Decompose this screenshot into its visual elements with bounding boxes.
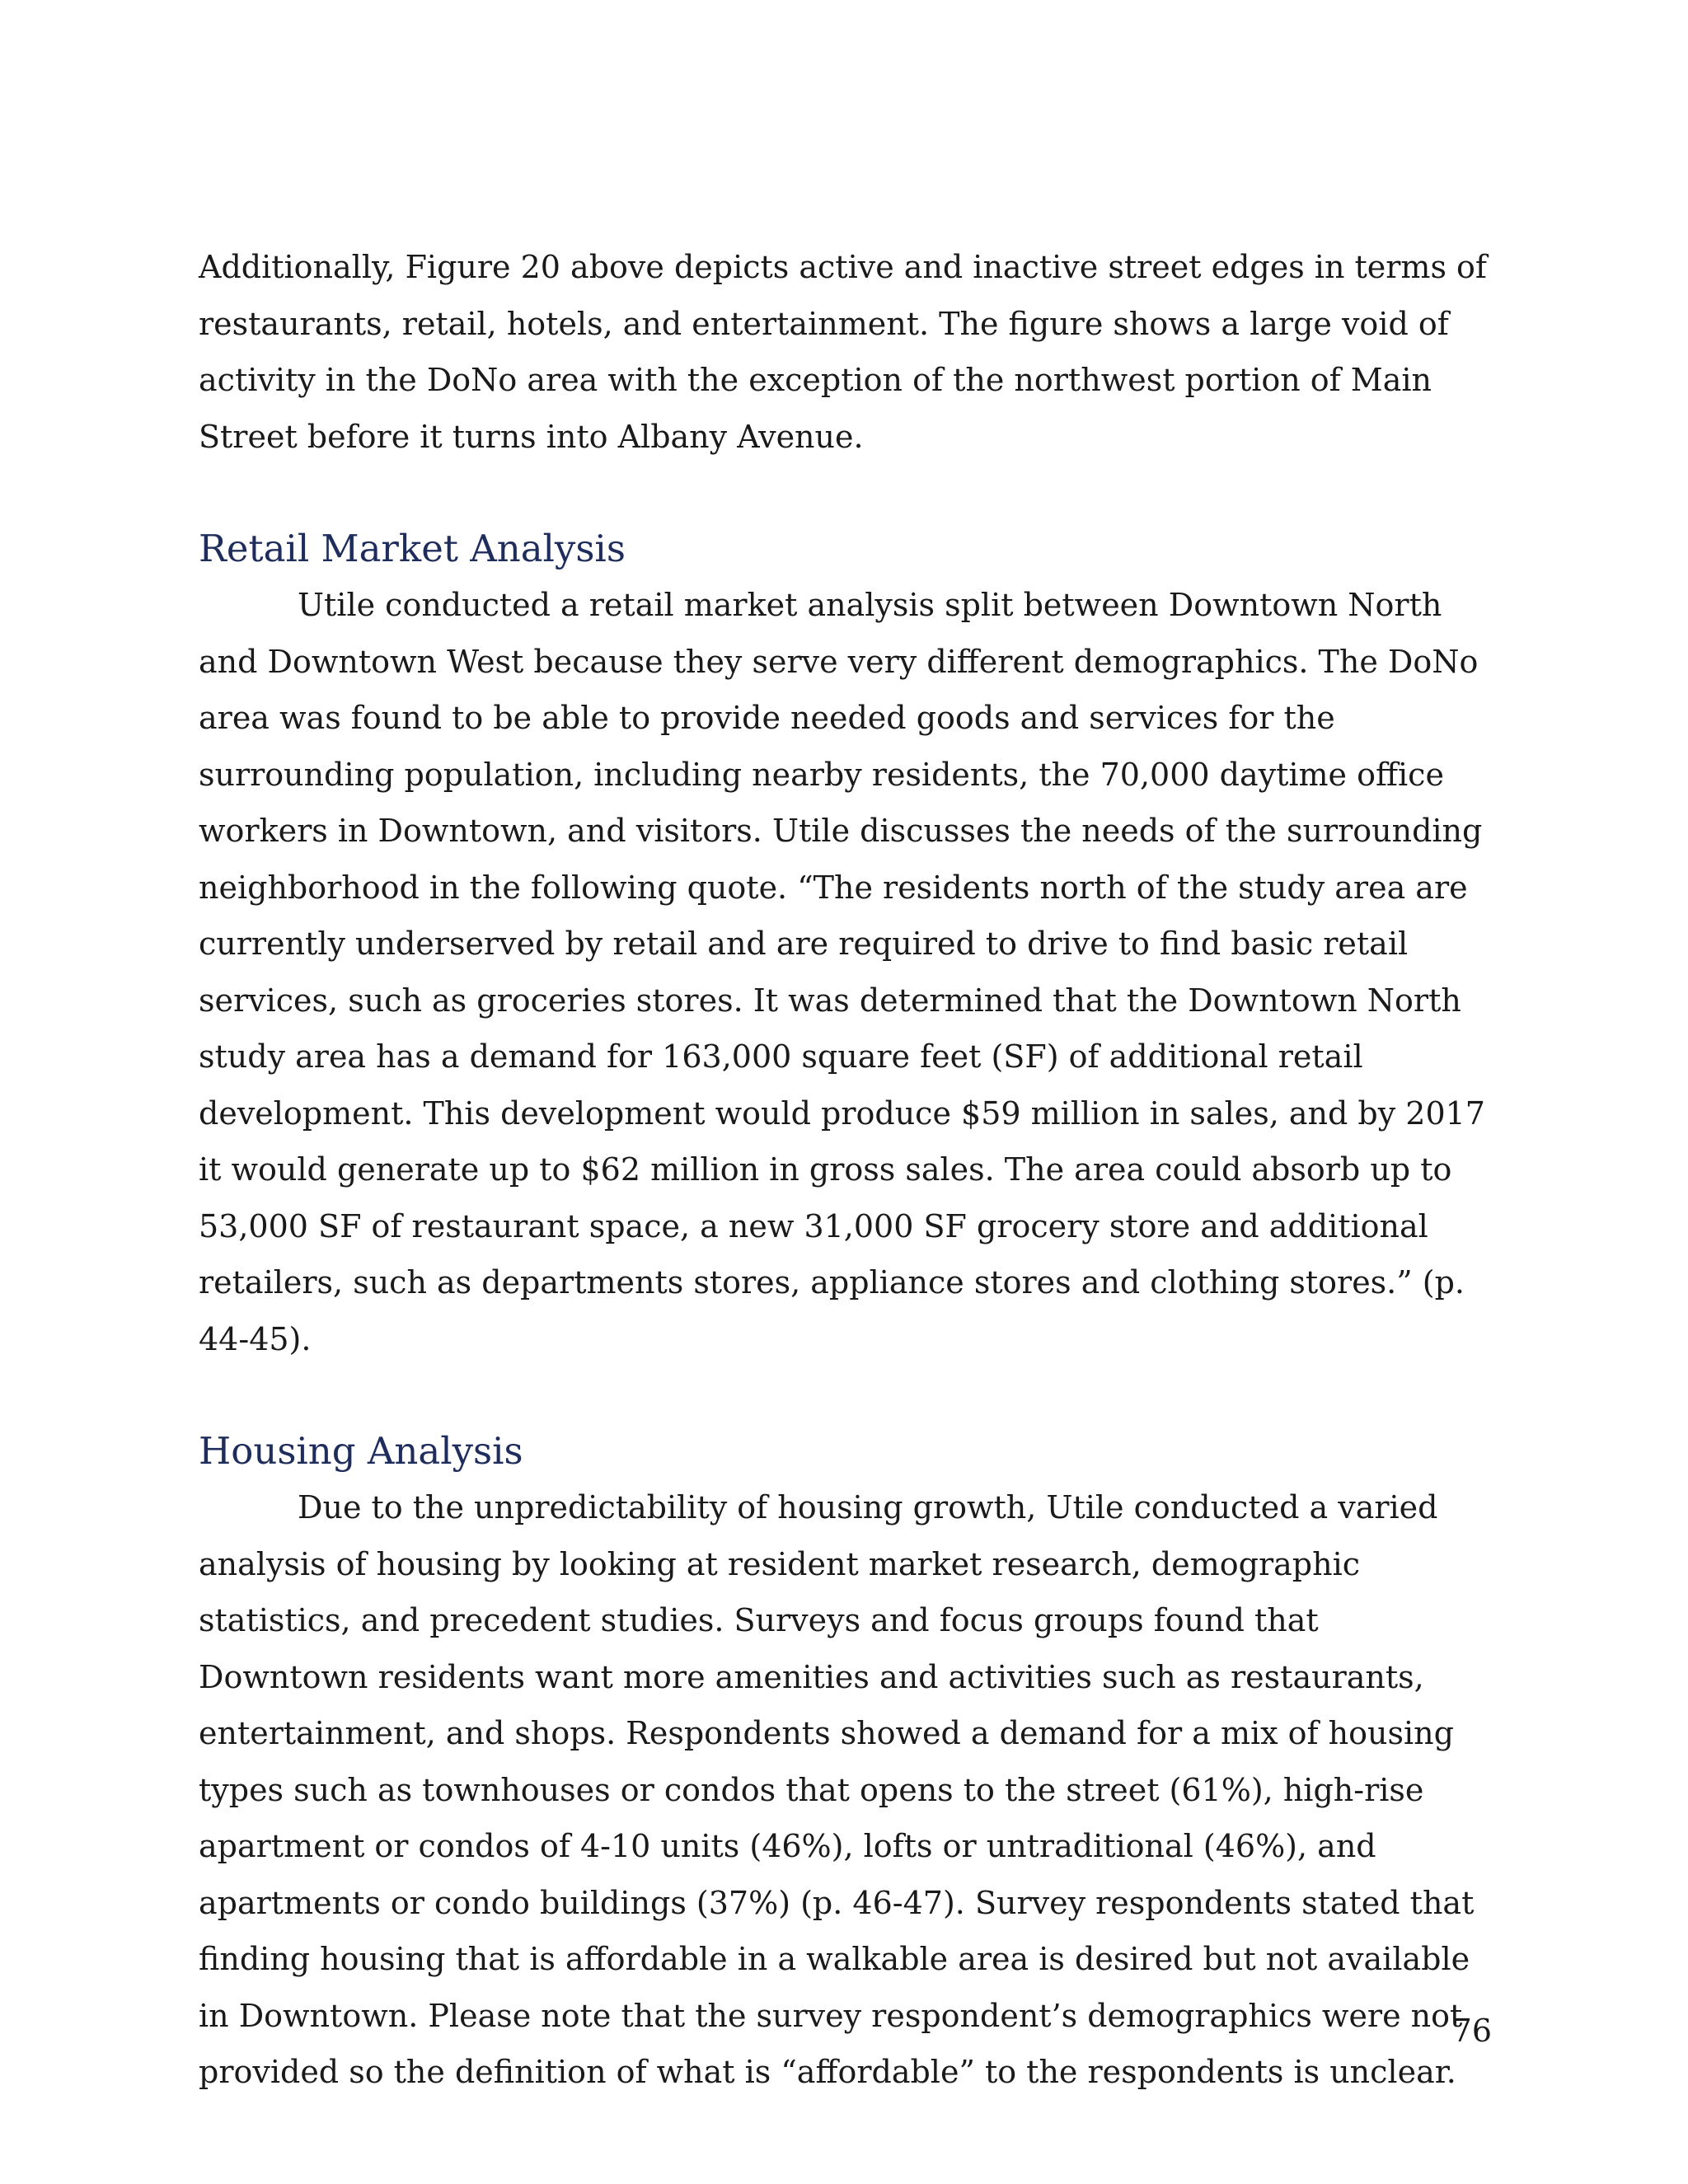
page-number: 76 [1451,2013,1492,2049]
intro-paragraph: Additionally, Figure 20 above depicts active and inactive street edges in terms of restaurants, retail, hotels, and entertainment. The figure shows a large void of activity in the DoNo area with the exception of the northwest portion of Main Street before it turns into Albany Avenue. [199,249,1487,455]
document-page [199,239,1497,2101]
section-spacer [199,1367,1497,1423]
housing-analysis-heading: Housing Analysis [199,1429,523,1473]
retail-market-analysis-paragraph: Utile conducted a retail market analysis split between Downtown North and Downtown West because they serve very different demographics. The DoNo area was found to be able to provide needed goods and services for the surrounding population, including nearby residents, the 70,000 daytime office workers in Downtown, and visitors. Utile discusses the needs of the surrounding neighborhood in the following quote. “The residents north of the study area are currently underserved by retail and are required to drive to find basic retail services, such as groceries stores. It was determined that the Downtown North study area has a demand for 163,000 square feet (SF) of additional retail development. This development would produce $59 million in sales, and by 2017 it would generate up to $62 million in gross sales. The area could absorb up to 53,000 SF of restaurant space, a new 31,000 SF grocery store and additional retailers, such as departments stores, appliance stores and clothing stores.” (p. 44-45). [199,587,1485,1357]
retail-market-analysis-heading: Retail Market Analysis [199,527,626,570]
section-spacer [199,465,1497,521]
housing-analysis-paragraph: Due to the unpredictability of housing growth, Utile conducted a varied analysis of housing by looking at resident market research, demographic statistics, and precedent studies. Surveys and focus groups found that Downtown residents want more amenities and activities such as restaurants, entertainment, and shops. Respondents showed a demand for a mix of housing types such as townhouses or condos that opens to the street (61%), high-rise apartment or condos of 4-10 units (46%), lofts or untraditional (46%), and apartments or condo buildings (37%) (p. 46-47). Survey respondents stated that finding housing that is affordable in a walkable area is desired but not available in Downtown. Please note that the survey respondent’s demographics were not provided so the definition of what is “affordable” to the respondents is unclear. [199,1489,1475,2090]
